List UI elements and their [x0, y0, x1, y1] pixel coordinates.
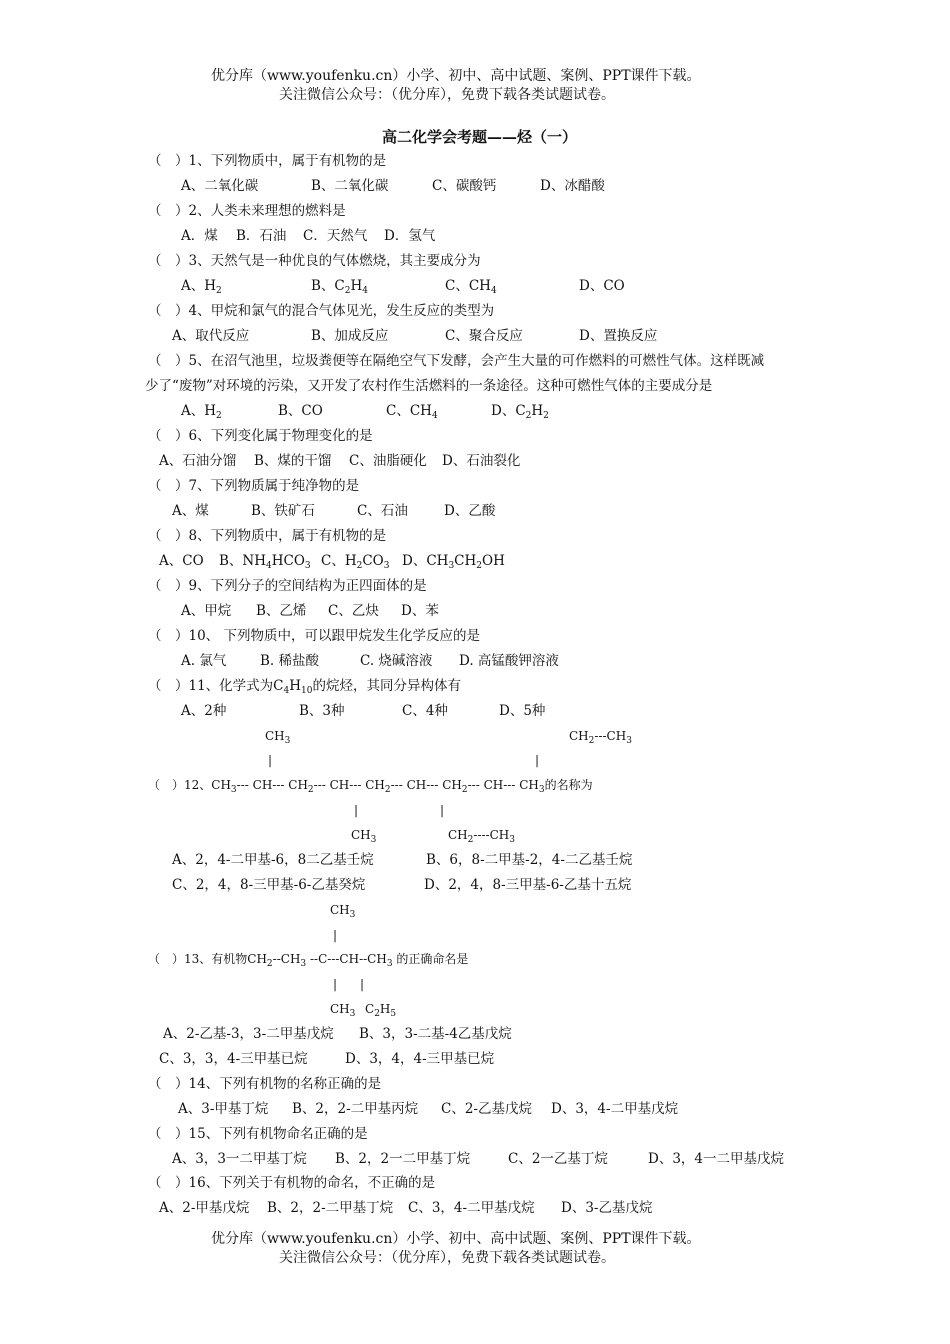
q7-stem: （ ）7、下列物质属于纯净物的是 — [148, 478, 360, 494]
page-title: 高二化学会考题——烃（一） — [382, 128, 578, 146]
q10-option-a: A. 氯气 — [181, 653, 227, 669]
q13-option-b: B、3，3-二基-4乙基戊烷 — [359, 1026, 512, 1042]
q16-option-c: C、3，4-二甲基戊烷 — [408, 1200, 535, 1216]
q13-option-a: A、2-乙基-3，3-二甲基戊烷 — [163, 1026, 334, 1042]
q12-option-c: C、2，4，8-三甲基-6-乙基癸烷 — [172, 877, 366, 893]
q3-option-b: B、$C_2H_4$ — [311, 278, 368, 296]
q7-option-c: C、石油 — [357, 503, 408, 519]
q16-option-a: A、2-甲基戊烷 — [159, 1200, 250, 1216]
q4-option-b: B、加成反应 — [311, 328, 389, 344]
q15-stem: （ ）15、下列有机物命名正确的是 — [148, 1126, 368, 1142]
q4-stem: （ ）4、甲烷和氯气的混合气体见光，发生反应的类型为 — [148, 303, 495, 319]
q10-stem: （ ）10、 下列物质中，可以跟甲烷发生化学反应的是 — [148, 628, 480, 644]
q11-stem: （ ）11、化学式为$C_4H_{10}$的烷烃，其同分异构体有 — [148, 678, 461, 696]
q5-option-d: D、$C_2H_2$ — [491, 403, 549, 421]
q9-option-b: B、乙烯 — [256, 603, 307, 619]
q8-option-b: B、$NH_4HCO_3$ — [219, 553, 311, 571]
q2-option-d: D．氢气 — [384, 228, 436, 244]
q6-option-d: D、石油裂化 — [442, 453, 521, 469]
q14-stem: （ ）14、下列有机物的名称正确的是 — [148, 1076, 382, 1092]
q12-bottom-ethyl: $CH_2----CH_3$ — [448, 828, 515, 845]
q13-main-chain: （ ）13、有机物$CH_2--CH_3$ $--C---CH--CH_3$ 的正确命名是 — [148, 952, 469, 969]
q12-option-d: D、2，4，8-三甲基-6-乙基十五烷 — [424, 877, 632, 893]
q14-option-c: C、2-乙基戊烷 — [441, 1101, 532, 1117]
q14-option-b: B、2，2-二甲基丙烷 — [292, 1101, 419, 1117]
q9-stem: （ ）9、下列分子的空间结构为正四面体的是 — [148, 578, 427, 594]
q3-stem: （ ）3、天然气是一种优良的气体燃烧，其主要成分为 — [148, 253, 481, 269]
q5-option-c: C、$CH_4$ — [386, 403, 438, 421]
q5-option-b: B、CO — [278, 403, 323, 419]
q13-bond-top: | — [333, 928, 338, 942]
q7-option-b: B、铁矿石 — [251, 503, 315, 519]
q2-option-a: A．煤 — [181, 228, 218, 244]
q10-option-c: C. 烧碱溶液 — [360, 653, 433, 669]
q15-option-d: D、3，4一二甲基戊烷 — [648, 1151, 785, 1167]
q1-option-c: C、碳酸钙 — [432, 178, 497, 194]
q11-option-d: D、5种 — [499, 703, 546, 719]
q6-option-b: B、煤的干馏 — [254, 453, 332, 469]
q8-stem: （ ）8、下列物质中，属于有机物的是 — [148, 528, 387, 544]
q15-option-a: A、3，3一二甲基丁烷 — [172, 1151, 307, 1167]
q1-option-d: D、冰醋酸 — [540, 178, 605, 194]
q3-option-c: C、$CH_4$ — [445, 278, 497, 296]
footer-line-2: 关注微信公众号：（优分库），免费下载各类试题试卷。 — [279, 1250, 615, 1266]
q12-option-a: A、2，4-二甲基-6，8二乙基壬烷 — [172, 852, 374, 868]
q13-top-ch3: $CH_3$ — [330, 903, 356, 920]
q16-option-d: D、3-乙基戊烷 — [561, 1200, 653, 1216]
q3-option-a: A、$H_2$ — [181, 278, 222, 296]
q1-stem: （ ）1、下列物质中，属于有机物的是 — [148, 153, 387, 169]
q12-bond-top-left: | — [268, 753, 273, 767]
q5-option-a: A、$H_2$ — [181, 403, 222, 421]
q11-option-a: A、2种 — [181, 703, 227, 719]
q6-stem: （ ）6、下列变化属于物理变化的是 — [148, 428, 373, 444]
q4-option-d: D、置换反应 — [579, 328, 658, 344]
q1-option-b: B、二氧化碳 — [311, 178, 389, 194]
q12-top-right-ethyl: $CH_2---CH_3$ — [569, 729, 632, 746]
q13-bottom-ch3: $CH_3$ — [330, 1002, 356, 1019]
q10-option-b: B. 稀盐酸 — [260, 653, 320, 669]
q13-option-c: C、3，3，4-三甲基已烷 — [159, 1051, 308, 1067]
q14-option-d: D、3，4-二甲基戊烷 — [551, 1101, 679, 1117]
q8-option-a: A、CO — [159, 553, 204, 569]
q12-bond-top-right: | — [535, 753, 540, 767]
q15-option-c: C、2一乙基丁烷 — [508, 1151, 608, 1167]
q12-bond-bottom-left: | — [354, 803, 359, 817]
q13-bond-bottom-left: | — [333, 977, 338, 991]
q6-option-a: A、石油分馏 — [159, 453, 237, 469]
q14-option-a: A、3-甲基丁烷 — [178, 1101, 269, 1117]
q7-option-a: A、煤 — [172, 503, 209, 519]
q16-stem: （ ）16、下列关于有机物的命名，不正确的是 — [148, 1175, 436, 1191]
q1-option-a: A、二氧化碳 — [181, 178, 259, 194]
q2-option-b: B．石油 — [236, 228, 287, 244]
q13-bottom-c2h5: $C_2H_5$ — [365, 1002, 397, 1019]
q2-option-c: C．天然气 — [303, 228, 368, 244]
q9-option-a: A、甲烷 — [181, 603, 232, 619]
q12-main-chain: （ ）12、$CH_3---$ CH--- $CH_2---$ CH--- $CH_2---$ CH--- $CH_2---$ CH--- $CH_3$的名称为 — [148, 778, 593, 795]
q4-option-c: C、聚合反应 — [445, 328, 523, 344]
header-line-1: 优分库（www.youfenku.cn）小学、初中、高中试题、案例、PPT课件下载。 — [211, 68, 701, 84]
q5-stem-line-2: 少了“废物”对环境的污染，又开发了农村作生活燃料的一条途径。这种可燃性气体的主要成分是 — [145, 378, 713, 394]
q15-option-b: B、2，2一二甲基丁烷 — [335, 1151, 471, 1167]
q8-option-d: D、$CH_3CH_2OH$ — [402, 553, 505, 571]
q9-option-d: D、苯 — [401, 603, 439, 619]
q12-top-ch3: $CH_3$ — [265, 729, 291, 746]
q13-option-d: D、3，4，4-三甲基已烷 — [345, 1051, 495, 1067]
q4-option-a: A、取代反应 — [172, 328, 250, 344]
q9-option-c: C、乙炔 — [328, 603, 379, 619]
q12-bottom-ch3: $CH_3$ — [351, 828, 377, 845]
q5-stem-line-1: （ ）5、在沼气池里，垃圾粪便等在隔绝空气下发酵，会产生大量的可作燃料的可燃性气体。这样既减 — [148, 353, 765, 369]
q7-option-d: D、乙酸 — [444, 503, 496, 519]
q16-option-b: B、2，2-二甲基丁烷 — [267, 1200, 394, 1216]
q8-option-c: C、$H_2CO_3$ — [321, 553, 390, 571]
q2-stem: （ ）2、人类未来理想的燃料是 — [148, 203, 346, 219]
q11-option-b: B、3种 — [299, 703, 345, 719]
q12-option-b: B、6，8-二甲基-2，4-二乙基壬烷 — [426, 852, 633, 868]
q12-bond-bottom-right: | — [440, 803, 445, 817]
q3-option-d: D、CO — [579, 278, 625, 294]
q10-option-d: D. 高锰酸钾溶液 — [459, 653, 559, 669]
header-line-2: 关注微信公众号：（优分库），免费下载各类试题试卷。 — [279, 87, 615, 103]
footer-line-1: 优分库（www.youfenku.cn）小学、初中、高中试题、案例、PPT课件下载。 — [211, 1231, 701, 1247]
q13-bond-bottom-right: | — [360, 977, 365, 991]
q6-option-c: C、油脂硬化 — [349, 453, 427, 469]
q11-option-c: C、4种 — [402, 703, 448, 719]
